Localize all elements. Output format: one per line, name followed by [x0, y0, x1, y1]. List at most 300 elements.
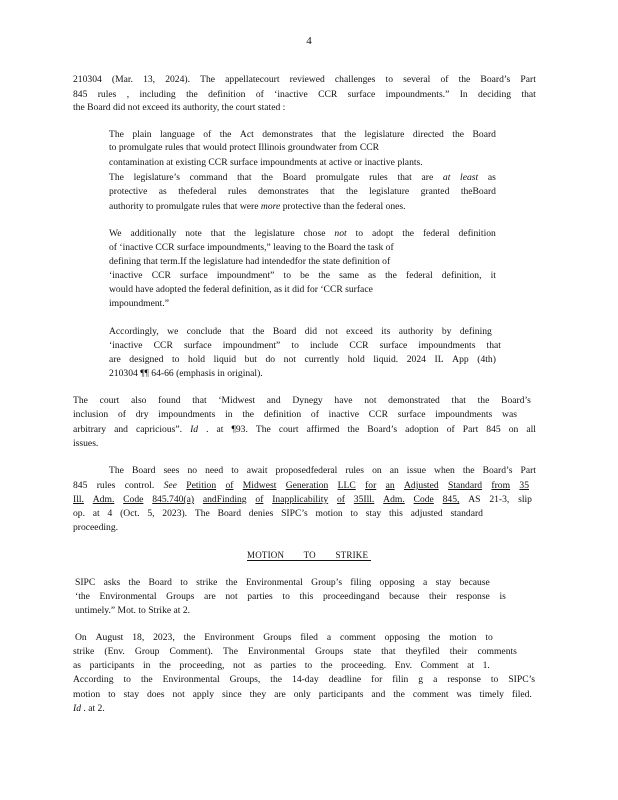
- word: are: [274, 689, 286, 700]
- word: 2024).: [165, 74, 190, 85]
- word: arbitrary: [73, 424, 107, 435]
- word: this: [389, 508, 403, 519]
- word: federal: [406, 270, 433, 281]
- word: issue: [406, 465, 426, 476]
- word: inactive: [364, 157, 398, 168]
- word: leaving: [273, 242, 304, 253]
- word: their: [429, 591, 447, 602]
- word: Board: [148, 577, 172, 588]
- word: are: [421, 172, 434, 183]
- word: the: [346, 186, 358, 197]
- word: was: [502, 409, 517, 420]
- word: apply: [192, 689, 214, 700]
- word: only: [293, 689, 311, 700]
- text-line: [73, 494, 532, 506]
- word: impoundment.”: [109, 298, 169, 309]
- word: are: [204, 591, 216, 602]
- word: the: [452, 129, 465, 140]
- word: Act: [239, 129, 254, 140]
- word: because: [459, 577, 490, 588]
- word: for: [306, 284, 321, 295]
- word: stay: [365, 508, 382, 519]
- word: of: [225, 480, 234, 491]
- word: federal: [356, 201, 386, 212]
- word: include: [309, 340, 339, 351]
- word: inactive: [328, 409, 360, 420]
- word: surface: [180, 270, 208, 281]
- word: promulgate: [155, 201, 203, 212]
- word: liquid.: [373, 354, 399, 365]
- word: in: [225, 409, 233, 420]
- heading-underline: [247, 560, 371, 561]
- word: to: [138, 605, 149, 616]
- word: impoundments,”: [207, 242, 274, 253]
- text-line: [73, 660, 490, 672]
- word: the: [252, 326, 265, 337]
- word: surface: [379, 340, 408, 351]
- word: term.If: [160, 256, 189, 267]
- word: proceeding,: [179, 660, 225, 671]
- word: state: [353, 646, 372, 657]
- word: 4: [107, 508, 113, 519]
- word: Board’s: [501, 395, 531, 406]
- word: of: [385, 242, 394, 253]
- word: filed.: [511, 689, 532, 700]
- word: on: [372, 465, 382, 476]
- word: LLC: [337, 480, 356, 491]
- word: in: [217, 368, 228, 379]
- word: 5,: [147, 508, 155, 519]
- word: that: [143, 256, 161, 267]
- word: would: [109, 284, 136, 295]
- word: the: [320, 660, 333, 671]
- word: the: [188, 284, 203, 295]
- word: Groups: [166, 591, 195, 602]
- word: on: [508, 424, 519, 435]
- word: 2024: [406, 354, 426, 365]
- word: of: [255, 89, 264, 100]
- word: asks: [103, 577, 121, 588]
- word: demonstrates: [262, 129, 313, 140]
- word: they: [249, 689, 267, 700]
- word: at: [166, 157, 176, 168]
- word: when: [434, 465, 455, 476]
- word: by: [441, 326, 452, 337]
- word: would: [202, 142, 230, 153]
- word: (emphasis: [176, 368, 218, 379]
- word: adoption: [405, 424, 439, 435]
- word: legislature’s: [133, 172, 180, 183]
- word: Group’s: [311, 577, 343, 588]
- word: court: [278, 424, 299, 435]
- text-line: [109, 256, 466, 268]
- word: parties: [270, 660, 297, 671]
- word: Adjusted: [404, 480, 439, 491]
- word: opposing: [384, 632, 420, 643]
- word: comment: [412, 689, 449, 700]
- text-line: [75, 591, 506, 603]
- text-line: [73, 409, 517, 421]
- text-line: [73, 74, 536, 86]
- word: ‘inactive: [119, 242, 156, 253]
- word: the: [393, 689, 405, 700]
- word: currently: [304, 354, 340, 365]
- word: andFinding: [202, 494, 247, 505]
- word: 2023,: [153, 632, 175, 643]
- word: that: [521, 89, 536, 100]
- word: CCR: [349, 340, 369, 351]
- word: ‘the: [75, 591, 90, 602]
- word: Id: [190, 424, 199, 435]
- word: participants: [89, 660, 135, 671]
- word: opposing: [379, 577, 415, 588]
- word: as: [73, 660, 81, 671]
- word: groundwater: [287, 142, 339, 153]
- word: Ill.: [73, 494, 84, 505]
- word: the: [219, 129, 232, 140]
- word: same: [339, 270, 359, 281]
- page-number: 4: [306, 35, 312, 47]
- word: the: [73, 102, 88, 113]
- word: rules: [164, 142, 187, 153]
- word: that: [320, 186, 335, 197]
- word: the: [225, 577, 238, 588]
- word: timely: [479, 689, 504, 700]
- word: the: [353, 242, 368, 253]
- word: the: [234, 228, 246, 239]
- word: We: [109, 228, 122, 239]
- word: at: [216, 424, 224, 435]
- word: definition: [458, 228, 496, 239]
- word: Board’s: [482, 465, 513, 476]
- word: as: [487, 172, 496, 183]
- word: but: [244, 354, 257, 365]
- word: deciding: [478, 89, 512, 100]
- word: of: [336, 494, 345, 505]
- word: at: [442, 172, 451, 183]
- text-line: [109, 354, 496, 366]
- word: not: [364, 395, 377, 406]
- word: surface: [397, 409, 426, 420]
- text-line: [73, 424, 536, 436]
- word: to: [282, 591, 290, 602]
- text-line: [109, 284, 434, 296]
- word: CCR: [368, 409, 388, 420]
- section-heading: [247, 549, 371, 561]
- word: definition: [208, 89, 246, 100]
- word: 13,: [143, 74, 156, 85]
- word: Inapplicability: [272, 494, 329, 505]
- word: response: [447, 674, 481, 685]
- word: impoundments: [435, 409, 493, 420]
- word: The: [109, 465, 124, 476]
- word: Board: [131, 465, 156, 476]
- word: rules: [96, 480, 116, 491]
- word: more: [260, 201, 283, 212]
- word: reviewed: [289, 74, 325, 85]
- text-line: [73, 646, 517, 658]
- word: dry: [135, 409, 149, 420]
- word: theyfiled: [405, 646, 440, 657]
- word: definition: [263, 409, 302, 420]
- word: a: [423, 577, 428, 588]
- word: CCR: [155, 242, 177, 253]
- word: The: [109, 172, 124, 183]
- word: SIPC’s: [281, 508, 308, 519]
- word: that: [237, 172, 252, 183]
- word: the: [313, 242, 328, 253]
- word: the: [270, 674, 283, 685]
- text-line: [109, 368, 294, 380]
- word: Environmental: [162, 674, 220, 685]
- word: ‘CCR: [320, 284, 346, 295]
- section-heading-text: MOTION TO STRIKE: [247, 550, 369, 560]
- word: adjusted: [410, 508, 443, 519]
- word: motion: [315, 508, 343, 519]
- word: and: [266, 395, 281, 406]
- word: active: [328, 157, 355, 168]
- word: plain: [132, 129, 152, 140]
- word: not: [127, 102, 143, 113]
- word: contamination: [109, 157, 167, 168]
- word: liquid: [213, 354, 237, 365]
- word: The: [223, 646, 238, 657]
- word: their: [449, 646, 468, 657]
- word: had: [245, 256, 262, 267]
- word: original).: [227, 368, 263, 379]
- word: theBoard: [460, 186, 496, 197]
- word: than: [323, 201, 343, 212]
- word: demonstrates: [258, 186, 309, 197]
- word: issues.: [73, 438, 99, 449]
- word: 21-3,: [489, 494, 510, 505]
- word: at: [467, 660, 475, 671]
- word: denies: [248, 508, 274, 519]
- word: Mot.: [117, 605, 139, 616]
- word: granted: [420, 186, 450, 197]
- word: that: [451, 395, 466, 406]
- word: adopted: [155, 284, 189, 295]
- word: and: [371, 689, 386, 700]
- word: the: [385, 270, 397, 281]
- word: in: [142, 660, 151, 671]
- word: an: [385, 480, 395, 491]
- word: Midwest: [242, 480, 277, 491]
- word: 35: [519, 480, 529, 491]
- word: proposedfederal: [275, 465, 338, 476]
- word: authority,: [182, 102, 222, 113]
- word: comments: [477, 646, 517, 657]
- text-line: [73, 674, 535, 686]
- word: to: [146, 201, 156, 212]
- word: 2.: [182, 605, 191, 616]
- text-line: [75, 577, 490, 589]
- word: stay: [435, 577, 452, 588]
- text-line: [109, 242, 466, 254]
- word: 845.740(a): [152, 494, 195, 505]
- word: comment: [340, 632, 376, 643]
- word: surface: [176, 242, 208, 253]
- word: See: [163, 480, 177, 491]
- word: participants: [318, 689, 364, 700]
- word: that: [321, 129, 336, 140]
- text-line: [73, 508, 483, 520]
- word: legislature: [369, 186, 410, 197]
- word: impoundment”: [216, 270, 275, 281]
- text-line: [73, 522, 119, 534]
- text-line: [109, 228, 496, 240]
- word: surface: [230, 157, 261, 168]
- word: strike: [73, 646, 95, 657]
- word: appellatecourt: [225, 74, 280, 85]
- word: ‘inactive: [274, 89, 308, 100]
- word: of: [255, 494, 264, 505]
- text-line: [73, 480, 529, 492]
- word: CCR: [208, 157, 231, 168]
- word: surface: [345, 284, 373, 295]
- word: Board’s: [480, 74, 511, 85]
- word: of: [446, 424, 455, 435]
- word: impoundments: [158, 409, 216, 420]
- word: Part: [462, 424, 479, 435]
- word: the: [308, 256, 323, 267]
- word: no: [187, 465, 198, 476]
- word: also: [131, 395, 147, 406]
- word: stated: [257, 102, 283, 113]
- word: impoundments: [260, 157, 320, 168]
- word: the: [128, 577, 141, 588]
- word: the: [428, 632, 441, 643]
- text-line: [73, 689, 532, 701]
- word: to: [171, 354, 180, 365]
- word: to: [180, 577, 188, 588]
- word: Adm.: [383, 494, 405, 505]
- word: SIPC’s: [508, 674, 535, 685]
- word: ‘Midwest: [218, 395, 256, 406]
- text-line: [73, 89, 536, 101]
- word: 1.: [482, 660, 490, 671]
- word: hold: [188, 354, 206, 365]
- word: proceeding.: [73, 522, 119, 533]
- word: additionally: [130, 228, 177, 239]
- text-line: [109, 298, 169, 310]
- word: not: [283, 354, 296, 365]
- word: motion: [73, 689, 101, 700]
- word: the: [186, 89, 198, 100]
- word: .: [206, 424, 209, 435]
- word: as: [273, 284, 285, 295]
- word: from: [491, 480, 511, 491]
- word: AS: [468, 494, 481, 505]
- word: to: [109, 142, 119, 153]
- text-line: [109, 157, 496, 169]
- word: defining: [109, 256, 144, 267]
- word: to: [283, 270, 291, 281]
- word: ‘inactive: [109, 270, 143, 281]
- word: it: [284, 284, 293, 295]
- text-line: [75, 605, 221, 617]
- word: The: [109, 129, 124, 140]
- word: Part: [520, 74, 536, 85]
- word: response: [456, 591, 490, 602]
- word: 210304: [73, 74, 102, 85]
- word: because: [389, 591, 420, 602]
- word: the: [344, 129, 356, 140]
- word: affirmed: [306, 424, 340, 435]
- word: need: [205, 465, 224, 476]
- word: inclusion: [73, 409, 109, 420]
- word: (Env.: [104, 646, 125, 657]
- word: designed: [129, 354, 164, 365]
- text-line: [109, 326, 492, 338]
- word: to: [385, 74, 394, 85]
- word: for: [371, 674, 383, 685]
- word: According: [73, 674, 114, 685]
- text-line: [109, 142, 442, 154]
- word: hold: [347, 354, 365, 365]
- word: of: [310, 409, 319, 420]
- word: have: [334, 395, 353, 406]
- word: The: [194, 508, 210, 519]
- word: Board’s: [367, 424, 398, 435]
- word: demonstrated: [388, 395, 440, 406]
- text-line: [109, 270, 496, 282]
- word: 35Ill.: [353, 494, 375, 505]
- word: ¶¶: [140, 368, 152, 379]
- word: at: [88, 703, 98, 714]
- word: or: [354, 157, 365, 168]
- word: the: [159, 660, 171, 671]
- word: not: [325, 326, 338, 337]
- word: SIPC: [75, 577, 96, 588]
- word: for: [365, 480, 377, 491]
- word: the: [318, 270, 331, 281]
- word: Environmental: [248, 646, 306, 657]
- word: (4th): [477, 354, 496, 365]
- word: legislature: [254, 228, 295, 239]
- word: as: [158, 186, 167, 197]
- word: at: [173, 605, 183, 616]
- word: not: [172, 689, 185, 700]
- word: definition: [342, 256, 383, 267]
- word: the: [242, 409, 255, 420]
- word: were: [239, 201, 261, 212]
- word: Dynegy: [292, 395, 323, 406]
- word: this: [299, 591, 314, 602]
- word: Comment).: [169, 646, 213, 657]
- word: the: [462, 465, 475, 476]
- word: exceed: [346, 326, 373, 337]
- word: CCR: [318, 89, 338, 100]
- text-line: [109, 465, 536, 477]
- word: state: [322, 256, 343, 267]
- word: await: [246, 465, 268, 476]
- word: to: [303, 242, 314, 253]
- word: did: [292, 284, 307, 295]
- word: authority: [398, 326, 434, 337]
- word: 2023).: [162, 508, 188, 519]
- word: rules: [345, 465, 365, 476]
- word: 845,: [442, 494, 460, 505]
- word: The: [73, 395, 88, 406]
- word: that: [192, 395, 207, 406]
- word: Environmental: [245, 577, 303, 588]
- word: CCR: [153, 340, 173, 351]
- word: (Oct.: [120, 508, 140, 519]
- word: that: [223, 201, 240, 212]
- word: to: [291, 340, 299, 351]
- word: the: [402, 228, 415, 239]
